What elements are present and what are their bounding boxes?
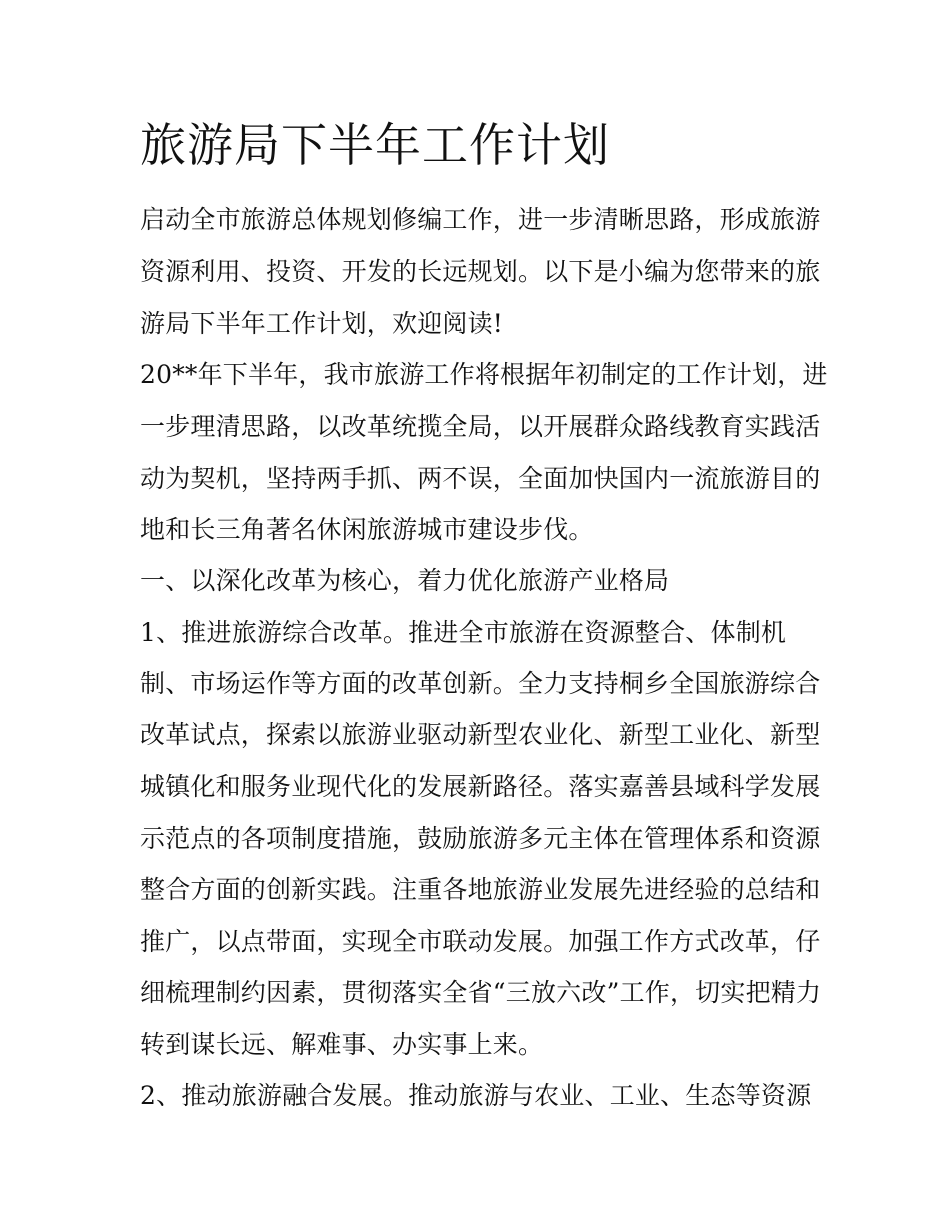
paragraph-line: 20**年下半年，我市旅游工作将根据年初制定的工作计划，进 xyxy=(140,360,828,389)
paragraph-line: 一步理清思路，以改革统揽全局，以开展群众路线教育实践活 xyxy=(140,412,821,441)
paragraph-line: 改革试点，探索以旅游业驱动新型农业化、新型工业化、新型 xyxy=(140,720,821,749)
paragraph-line: 推广，以点带面，实现全市联动发展。加强工作方式改革，仔 xyxy=(140,927,821,956)
paragraph-line: 示范点的各项制度措施，鼓励旅游多元主体在管理体系和资源 xyxy=(140,824,821,853)
paragraph-line: 细梳理制约因素，贯彻落实全省“三放六改”工作，切实把精力 xyxy=(140,978,822,1007)
paragraph-line: 地和长三角著名休闲旅游城市建设步伐。 xyxy=(140,515,594,544)
section-heading: 一、以深化改革为核心，着力优化旅游产业格局 xyxy=(140,566,670,595)
paragraph-line: 1、推进旅游综合改革。推进全市旅游在资源整合、体制机 xyxy=(140,618,787,647)
paragraph-line: 游局下半年工作计划，欢迎阅读! xyxy=(140,309,504,338)
paragraph-line: 启动全市旅游总体规划修编工作，进一步清晰思路，形成旅游 xyxy=(140,205,821,234)
paragraph-line: 城镇化和服务业现代化的发展新路径。落实嘉善县域科学发展 xyxy=(140,772,821,801)
paragraph-line: 制、市场运作等方面的改革创新。全力支持桐乡全国旅游综合 xyxy=(140,669,821,698)
paragraph-line: 动为契机，坚持两手抓、两不误，全面加快国内一流旅游目的 xyxy=(140,464,821,493)
paragraph-line: 整合方面的创新实践。注重各地旅游业发展先进经验的总结和 xyxy=(140,875,821,904)
paragraph-line: 2、推动旅游融合发展。推动旅游与农业、工业、生态等资源 xyxy=(140,1081,812,1110)
document-title: 旅游局下半年工作计划 xyxy=(140,118,610,172)
paragraph-line: 资源利用、投资、开发的长远规划。以下是小编为您带来的旅 xyxy=(140,257,821,286)
paragraph-line: 转到谋长远、解难事、办实事上来。 xyxy=(140,1030,544,1059)
